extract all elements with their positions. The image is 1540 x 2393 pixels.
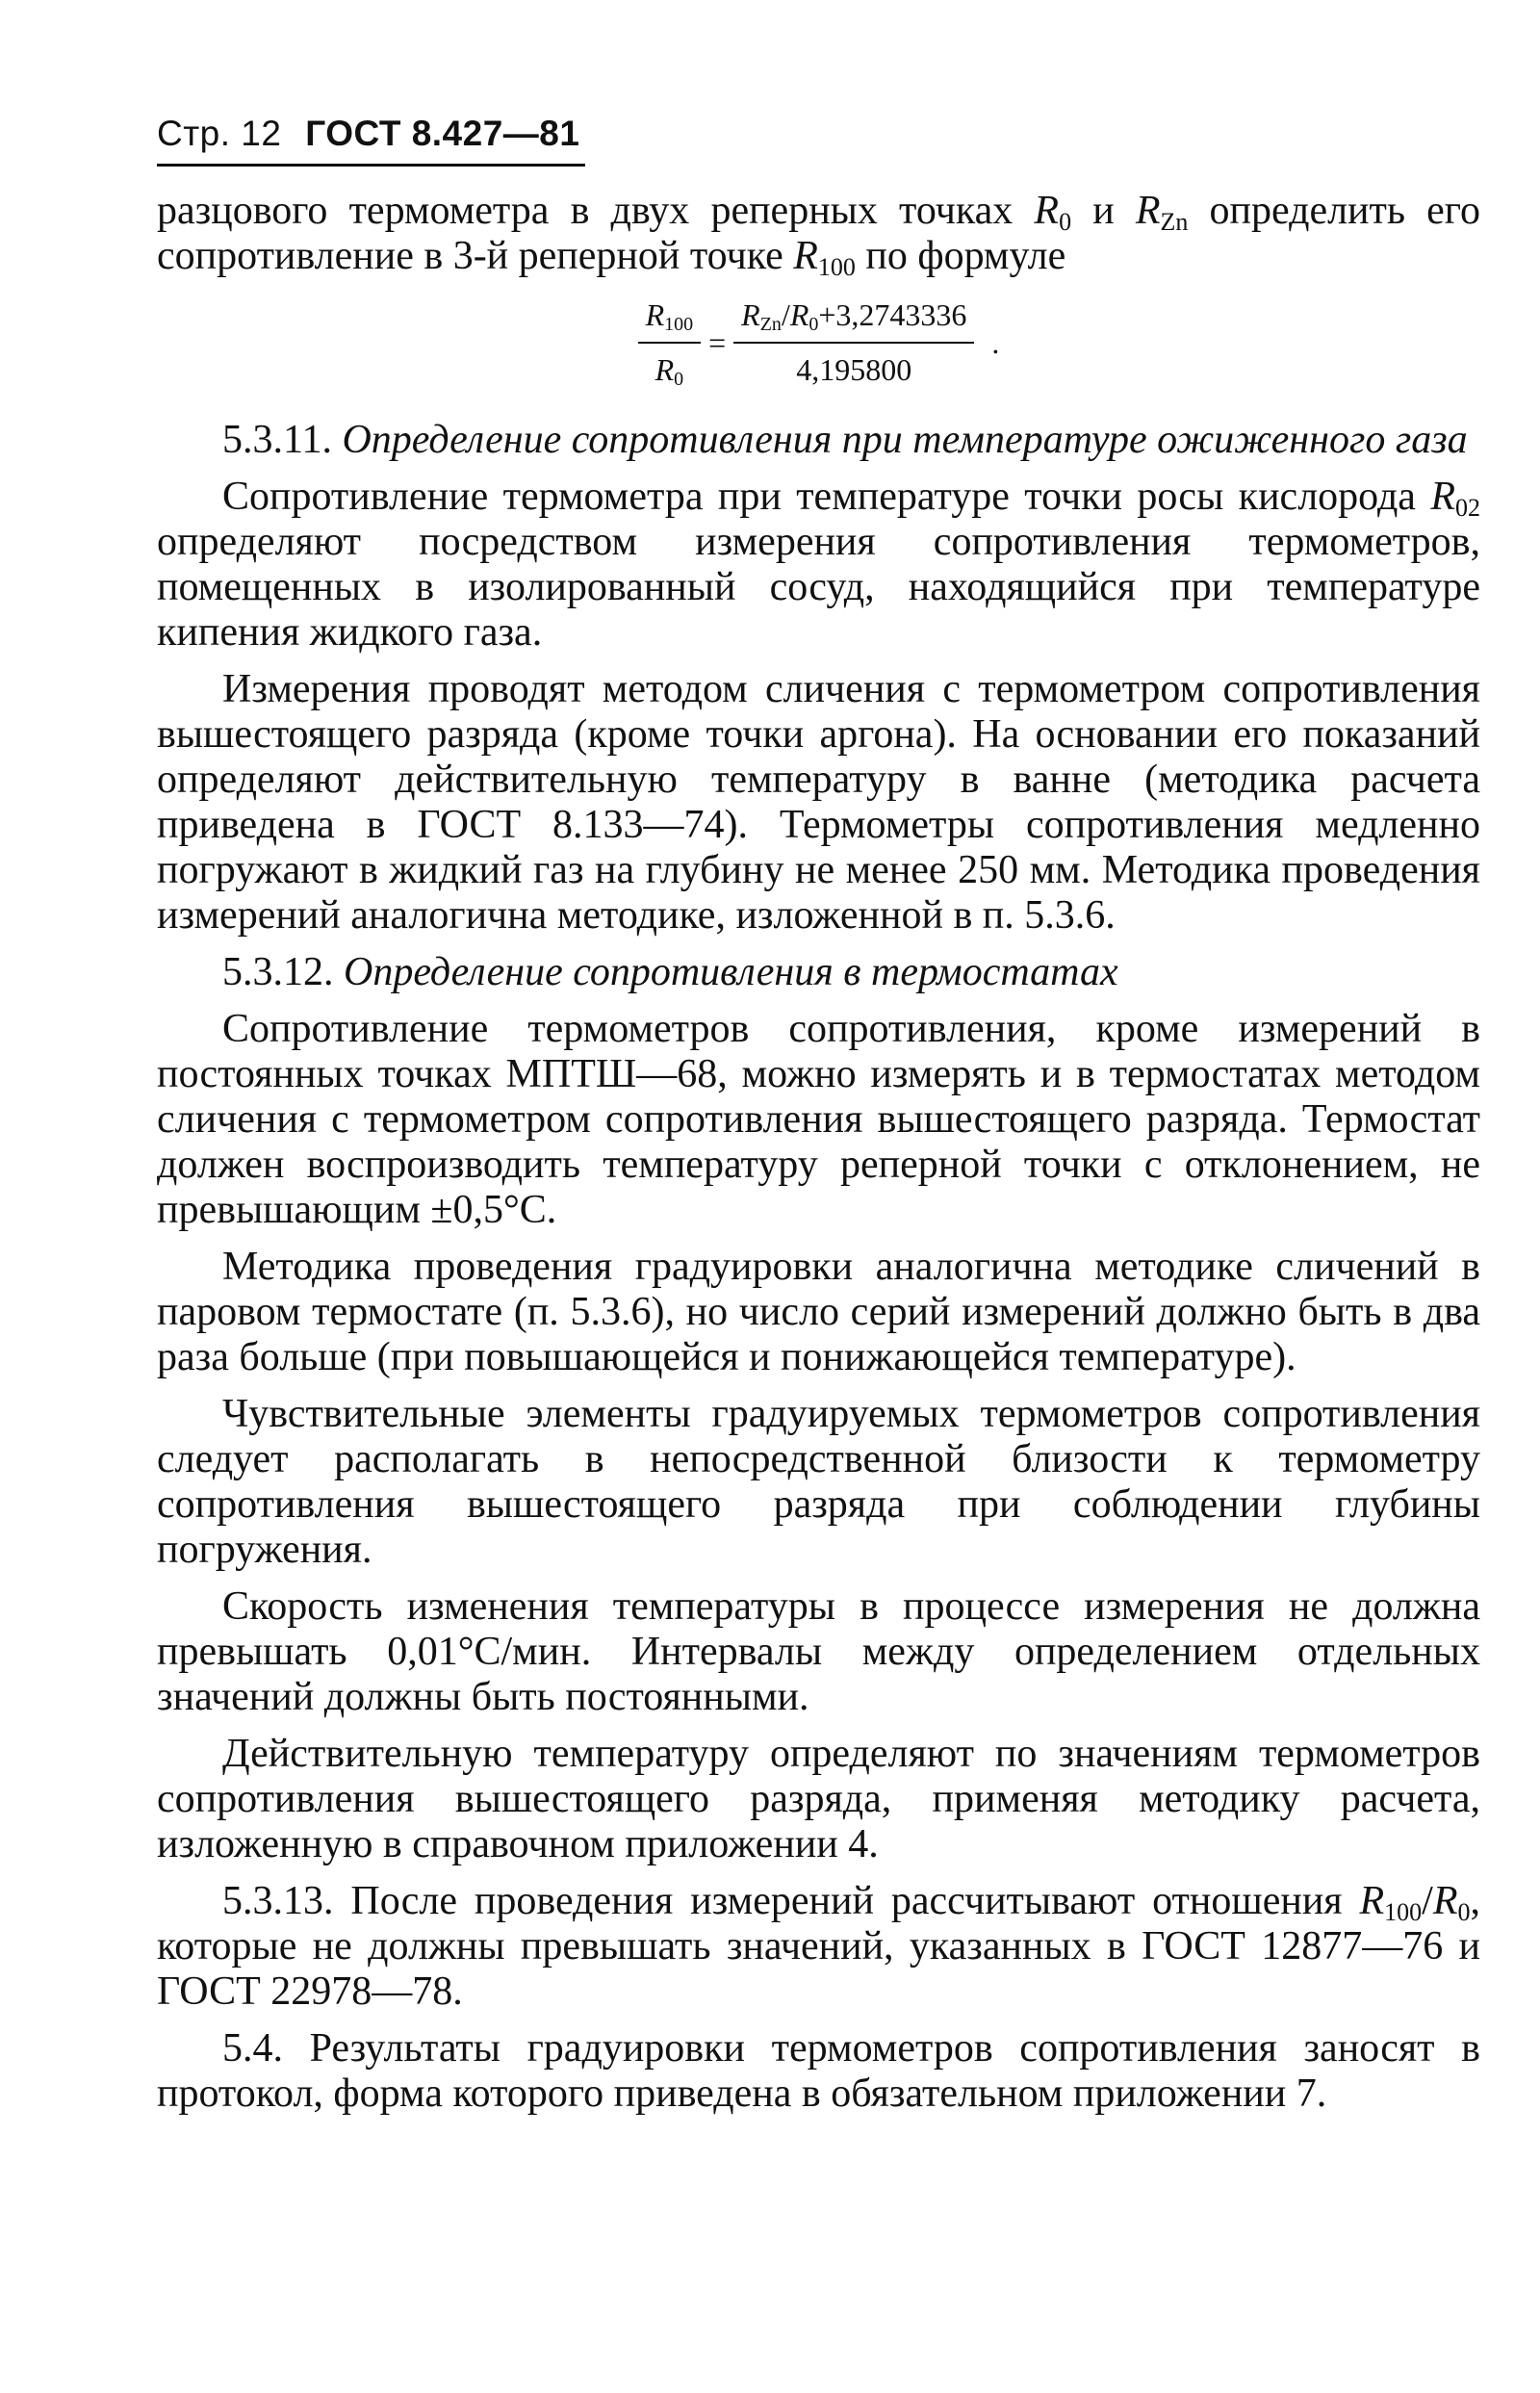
rhs-num-constant: +3,2743336 [818,297,967,332]
rhs-num-r0-sub: 0 [808,314,819,335]
rhs-num-rzn: R [741,297,760,332]
s5313-symbol-r0-sub: 0 [1457,1898,1471,1926]
s5313-text-b: , которые не должны превышать значений, указанных в ГОСТ 12877—76 и ГОСТ 22978—78. [157,1879,1480,2014]
section-5-3-12-number: 5.3.12. [222,950,334,994]
lhs-num-sub: 100 [664,314,694,335]
symbol-r100-sub: 100 [817,253,856,281]
intro-text-and: и [1071,189,1136,233]
rhs-num-r0: R [789,297,809,332]
rhs-num-rzn-sub: Zn [759,314,782,335]
section-5-3-11-heading [157,418,1480,463]
symbol-r02: R [1430,475,1455,519]
formula-rhs-denominator: 4,195800 [796,352,912,387]
s5313-text-a: 5.3.13. После проведения измерений рассчитывают отношения [222,1879,1360,1923]
s5313-slash: / [1422,1879,1433,1923]
formula-equals: = [708,324,727,360]
formula-lhs-denominator [648,344,692,393]
page-body [157,189,1480,2128]
formula-rhs-numerator [733,293,974,344]
lhs-num-symbol: R [645,297,665,332]
intro-paragraph [157,189,1480,279]
rhs-num-slash: / [781,297,790,332]
intro-text-3: по формуле [855,234,1066,278]
lhs-den-symbol: R [654,352,675,387]
page-label: Стр. 12 [157,114,282,153]
symbol-rzn: R [1135,189,1161,233]
s5313-symbol-r0: R [1432,1879,1458,1923]
s5311-p1-text-a: Сопротивление термометра при температуре точки росы кислорода [222,475,1431,519]
section-5-3-12-paragraph-3: Чувствительные элементы градуируемых термометров сопротивления следует располагать в непосредственной близости к термометру сопротивления вышестоящего разряда при соблюдении глубины погружения. [157,1392,1480,1572]
lhs-den-sub: 0 [674,369,684,390]
section-5-3-12-paragraph-5: Действительную температуру определяют по значениям термометров сопротивления вышестоящего разряда, применяя методику расчета, изложенную в справочном приложении 4. [157,1732,1480,1866]
formula-lhs [638,293,702,393]
formula-rhs [733,293,974,393]
formula-dot: . [991,324,1000,360]
symbol-r0-sub: 0 [1059,208,1072,236]
section-5-3-12-paragraph-2: Методика проведения градуировки аналогична методике сличений в паровом термостате (п. 5.3.6), но число серий измерений должно быть в два раза больше (при повышающейся и понижающейся температуре). [157,1245,1480,1379]
symbol-r02-sub: 02 [1455,494,1480,522]
section-5-3-11-title: Определение сопротивления при температуре ожиженного газа [342,418,1468,462]
formula [157,293,1480,393]
intro-text-2: определить его сопротивление в 3-й реперной точке [157,189,1480,278]
section-5-3-12-paragraph-1: Сопротивление термометров сопротивления, кроме измерений в постоянных точках МПТШ—68, можно измерять и в термостатах методом сличения с термометром сопротивления вышестоящего разряда. Термостат должен воспроизводить температуру реперной точки с отклонением, не превышающим ±0,5°С. [157,1007,1480,1232]
s5311-p1-text-b: определяют посредством измерения сопротивления термометров, помещенных в изолированный сосуд, находящийся при температуре кипения жидкого газа. [157,520,1480,655]
symbol-rzn-sub: Zn [1160,208,1189,236]
section-5-3-12-paragraph-4: Скорость изменения температуры в процессе измерения не должна превышать 0,01°С/мин. Интервалы между определением отдельных значений должны быть постоянными. [157,1584,1480,1719]
page-header [157,114,579,154]
section-5-3-12-heading [157,950,1480,995]
section-5-3-12-title: Определение сопротивления в термостатах [344,950,1118,994]
formula-lhs-numerator [638,293,702,344]
header-rule [157,164,585,167]
section-5-3-11-number: 5.3.11. [222,418,332,462]
section-5-4-paragraph: 5.4. Результаты градуировки термометров сопротивления заносят в протокол, форма которого приведена в обязательном приложении 7. [157,2026,1480,2116]
symbol-r100: R [793,234,818,278]
section-5-3-13-paragraph [157,1879,1480,2015]
standard-code: ГОСТ 8.427—81 [305,114,580,153]
intro-text-1: разцового термометра в двух реперных точках [157,189,1035,233]
section-5-3-11-paragraph-1 [157,475,1480,656]
s5313-symbol-r100: R [1359,1879,1385,1923]
symbol-r0: R [1034,189,1060,233]
section-5-3-11-paragraph-2: Измерения проводят методом сличения с термометром сопротивления вышестоящего разряда (кроме точки аргона). На основании его показаний определяют действительную температуру в ванне (методика расчета приведена в ГОСТ 8.133—74). Термометры сопротивления медленно погружают в жидкий газ на глубину не менее 250 мм. Методика проведения измерений аналогична методике, изложенной в п. 5.3.6. [157,667,1480,938]
s5313-symbol-r100-sub: 100 [1384,1898,1423,1926]
